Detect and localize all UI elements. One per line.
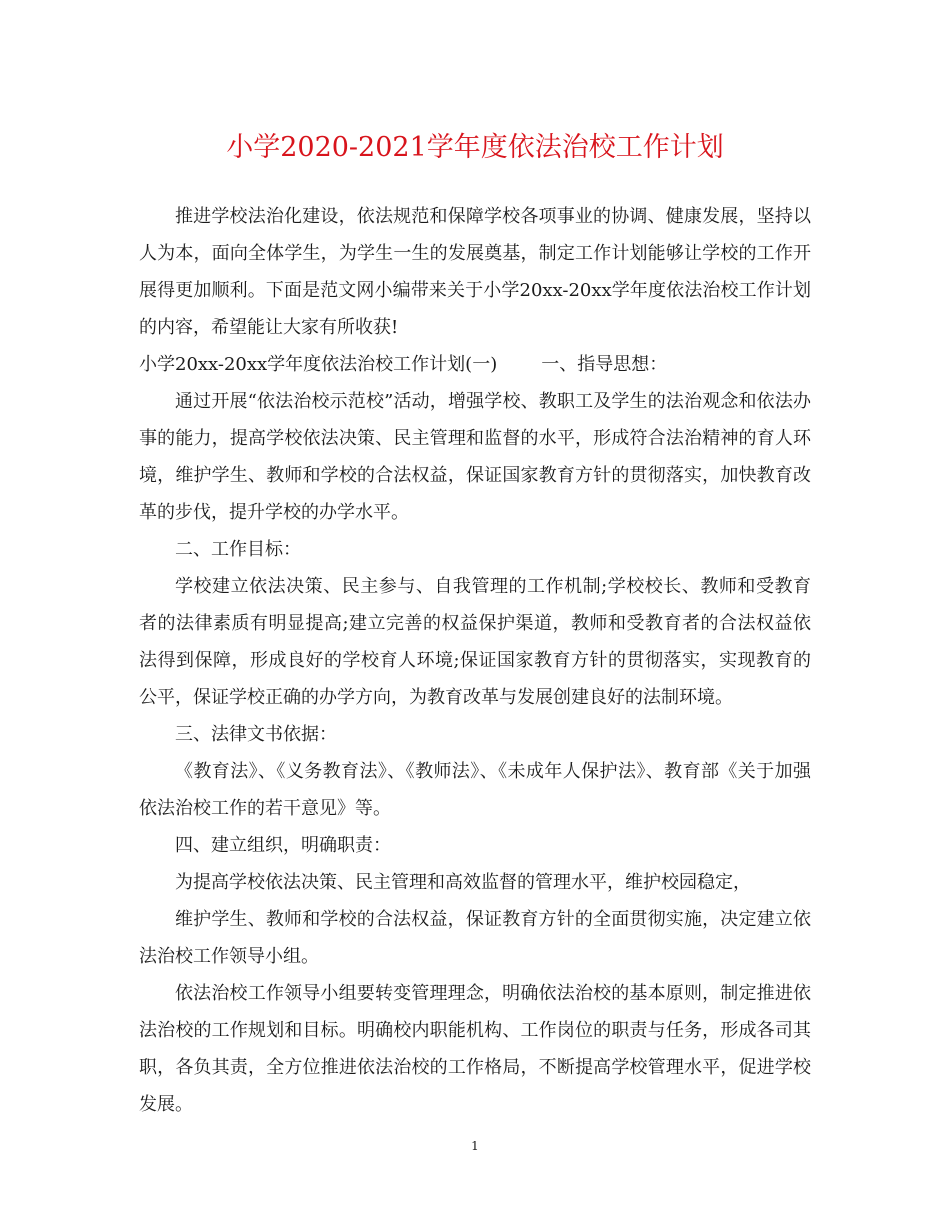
plan-subtitle: 小学20xx-20xx学年度依法治校工作计划(一)	[139, 354, 498, 375]
document-title: 小学2020-2021学年度依法治校工作计划	[226, 132, 724, 163]
organization-paragraph-2: 维护学生、教师和学校的合法权益，保证教育方针的全面贯彻实施，决定建立依法治校工作领导小组。	[139, 909, 811, 967]
guiding-ideas-paragraph: 通过开展“依法治校示范校”活动，增强学校、教职工及学生的法治观念和依法办事的能力，提高学校依法决策、民主管理和监督的水平，形成符合法治精神的育人环境，维护学生、教师和学校的合法权益，保证国家教育方针的贯彻落实，加快教育改革的步伐，提升学校的办学水平。	[139, 391, 811, 523]
section-heading-organization: 四、建立组织，明确职责：	[175, 835, 391, 856]
page-number: 1	[471, 1139, 479, 1153]
organization-paragraph-1: 为提高学校依法决策、民主管理和高效监督的管理水平，维护校园稳定，	[175, 872, 751, 893]
goals-paragraph: 学校建立依法决策、民主参与、自我管理的工作机制;学校校长、教师和受教育者的法律素质有明显提高;建立完善的权益保护渠道，教师和受教育者的合法权益依法得到保障，形成良好的学校育人环境;保证国家教育方针的贯彻落实，实现教育的公平，保证学校正确的办学方向，为教育改革与发展创建良好的法制环境。	[139, 576, 811, 708]
section-heading-goals: 二、工作目标：	[175, 539, 301, 560]
section-heading-line	[139, 346, 811, 383]
legal-basis-paragraph: 《教育法》、《义务教育法》、《教师法》、《未成年人保护法》、教育部《关于加强依法治校工作的若干意见》等。	[139, 761, 811, 819]
section-heading-legal-basis: 三、法律文书依据：	[175, 724, 337, 745]
intro-paragraph: 推进学校法治化建设，依法规范和保障学校各项事业的协调、健康发展，坚持以人为本，面向全体学生，为学生一生的发展奠基，制定工作计划能够让学校的工作开展得更加顺利。下面是范文网小编带来关于小学20xx-20xx学年度依法治校工作计划的内容，希望能让大家有所收获!	[139, 206, 811, 338]
document-body	[139, 198, 811, 1123]
organization-paragraph-3: 依法治校工作领导小组要转变管理理念，明确依法治校的基本原则，制定推进依法治校的工作规划和目标。明确校内职能机构、工作岗位的职责与任务，形成各司其职，各负其责，全方位推进依法治校的工作格局，不断提高学校管理水平，促进学校发展。	[139, 983, 811, 1115]
section-heading-guiding-ideas: 一、指导思想：	[541, 354, 668, 375]
